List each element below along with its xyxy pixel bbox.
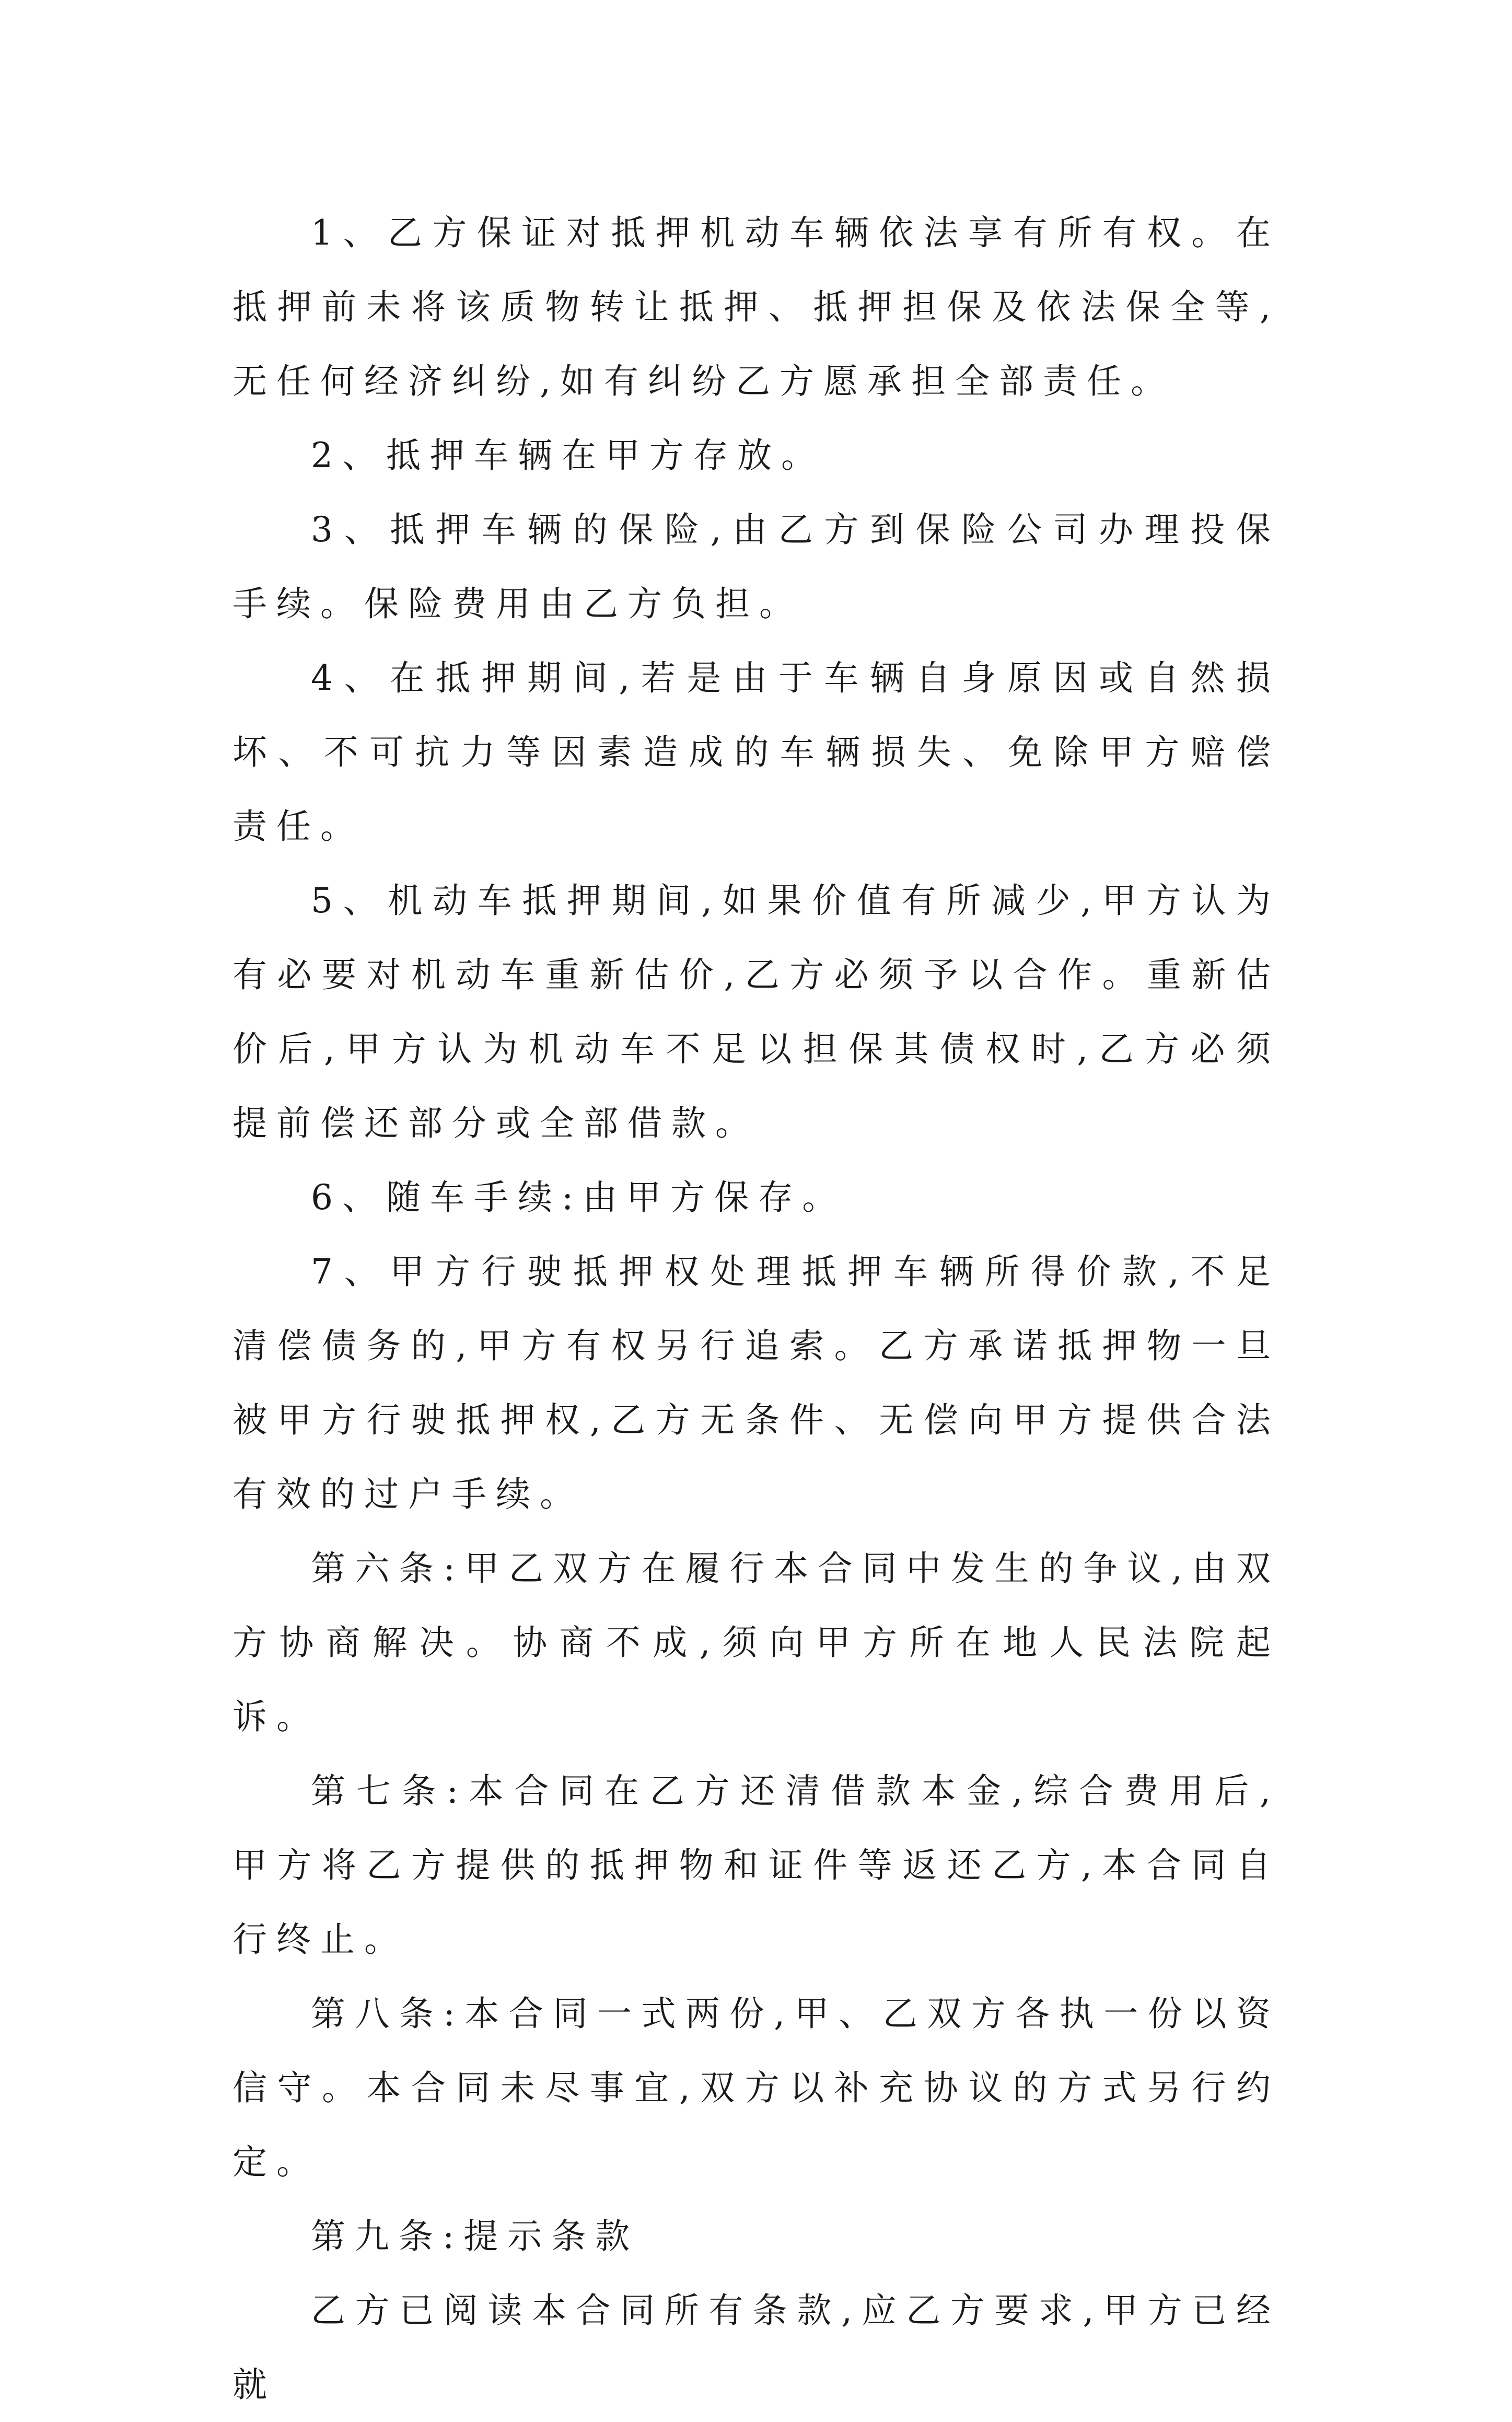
clause-3-paragraph: 3、抵押车辆的保险,由乙方到保险公司办理投保手续。保险费用由乙方负担。 — [232, 509, 1280, 624]
article-6-paragraph: 第六条:甲乙双方在履行本合同中发生的争议,由双方协商解决。协商不成,须向甲方所在地人民法院起诉。 — [232, 1548, 1280, 1737]
clause-5-paragraph: 5、机动车抵押期间,如果价值有所减少,甲方认为有必要对机动车重新估价,乙方必须予以合作。重新估价后,甲方认为机动车不足以担保其债权时,乙方必须提前偿还部分或全部借款。 — [232, 880, 1280, 1143]
article-7-paragraph: 第七条:本合同在乙方还清借款本金,综合费用后,甲方将乙方提供的抵押物和证件等返还乙方,本合同自行终止。 — [232, 1771, 1280, 1960]
document-page — [232, 196, 1280, 2422]
article-8-paragraph: 第八条:本合同一式两份,甲、乙双方各执一份以资信守。本合同未尽事宜,双方以补充协议的方式另行约定。 — [232, 1994, 1280, 2182]
clause-2-paragraph: 2、抵押车辆在甲方存放。 — [311, 435, 825, 476]
clause-6-paragraph: 6、随车手续:由甲方保存。 — [311, 1177, 846, 1218]
clause-4-paragraph: 4、在抵押期间,若是由于车辆自身原因或自然损坏、不可抗力等因素造成的车辆损失、免除甲方赔偿责任。 — [232, 658, 1280, 847]
article-9-heading: 第九条:提示条款 — [311, 2216, 639, 2256]
article-9-paragraph: 乙方已阅读本合同所有条款,应乙方要求,甲方已经就 — [232, 2290, 1280, 2405]
clause-1-paragraph: 1、乙方保证对抵押机动车辆依法享有所有权。在抵押前未将该质物转让抵押、抵押担保及依法保全等,无任何经济纠纷,如有纠纷乙方愿承担全部责任。 — [232, 213, 1280, 401]
clause-7-paragraph: 7、甲方行驶抵押权处理抵押车辆所得价款,不足清偿债务的,甲方有权另行追索。乙方承诺抵押物一旦被甲方行驶抵押权,乙方无条件、无偿向甲方提供合法有效的过户手续。 — [232, 1251, 1280, 1514]
